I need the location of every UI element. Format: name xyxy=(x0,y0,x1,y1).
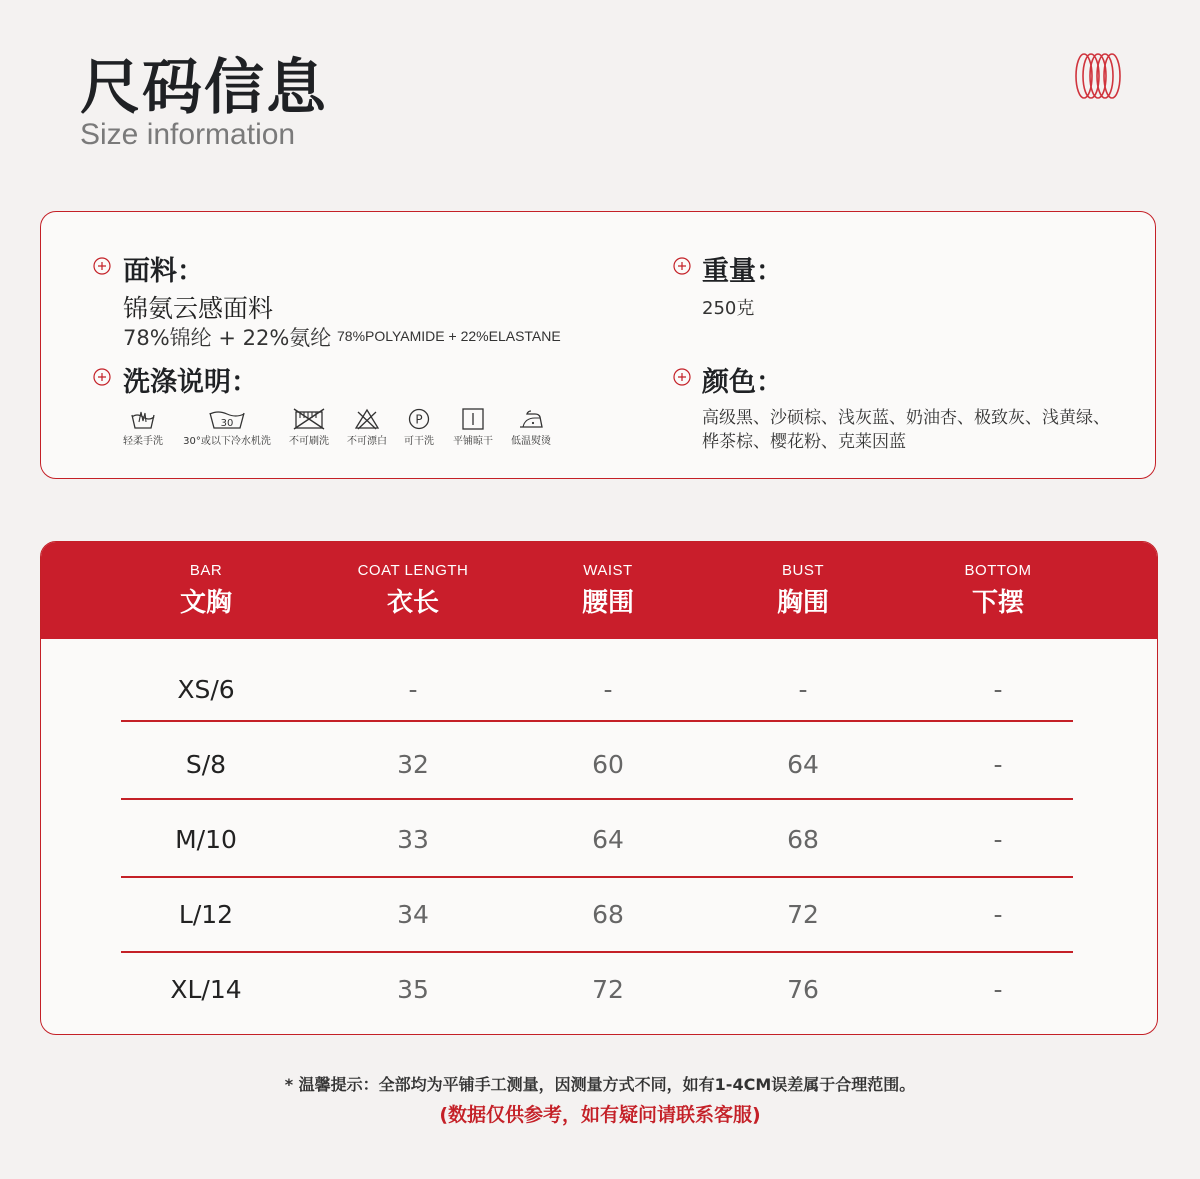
bust-cell: 68 xyxy=(787,825,819,854)
table-row xyxy=(121,792,1073,867)
coat-length-cell: 32 xyxy=(397,750,429,779)
care-label: 轻柔手洗 xyxy=(123,436,163,447)
care-label: 不可漂白 xyxy=(347,436,387,447)
plus-circle-icon xyxy=(673,368,691,386)
color-label: 颜色： xyxy=(702,367,783,398)
table-header xyxy=(41,542,1157,639)
fabric-composition-cn: 78%锦纶 + 22%氨纶 xyxy=(123,326,332,350)
page-title: 尺码信息 xyxy=(80,53,328,123)
rings-logo-icon xyxy=(1072,50,1124,102)
care-hand-wash xyxy=(117,408,169,447)
size-cell: L/12 xyxy=(178,900,234,929)
bottom-cell: - xyxy=(993,675,1003,704)
machine-wash-30-icon xyxy=(207,408,247,430)
product-info-card xyxy=(40,211,1156,479)
care-no-bleach xyxy=(341,408,393,447)
bust-cell: 72 xyxy=(787,900,819,929)
fabric-composition-en: 78%POLYAMIDE + 22%ELASTANE xyxy=(337,328,561,344)
care-no-brush xyxy=(283,408,335,447)
coat-length-cell: 34 xyxy=(397,900,429,929)
color-options-line1: 高级黑、沙硕棕、浅灰蓝、奶油杏、极致灰、浅黄绿、 xyxy=(702,408,1110,428)
column-header-en: WAIST xyxy=(583,562,633,579)
bust-cell: 64 xyxy=(787,750,819,779)
column-header-bust xyxy=(703,542,903,619)
column-header-cn: 胸围 xyxy=(776,588,829,618)
bust-cell: 76 xyxy=(787,975,819,1004)
no-bleach-icon xyxy=(354,408,380,430)
bottom-cell: - xyxy=(993,825,1003,854)
table-row xyxy=(121,642,1073,717)
care-label: 不可刷洗 xyxy=(289,436,329,447)
care-flat-dry xyxy=(447,408,499,447)
size-cell: XL/14 xyxy=(170,975,242,1004)
care-label: 可干洗 xyxy=(404,436,434,447)
column-header-cn: 腰围 xyxy=(581,588,634,618)
weight-label: 重量： xyxy=(702,256,783,287)
size-cell: S/8 xyxy=(185,750,227,779)
page-subtitle: Size information xyxy=(80,118,296,151)
bottom-cell: - xyxy=(993,900,1003,929)
no-brush-icon xyxy=(291,408,327,430)
care-low-iron xyxy=(505,408,557,447)
measurement-note: * 温馨提示：全部均为平铺手工测量，因测量方式不同，如有1-4CM误差属于合理范围。 xyxy=(284,1075,916,1094)
plus-circle-icon xyxy=(93,257,111,275)
size-table xyxy=(40,541,1158,1035)
care-label: 平铺晾干 xyxy=(453,436,493,447)
hand-wash-icon xyxy=(129,408,157,430)
column-header-cn: 衣长 xyxy=(386,588,439,618)
table-row xyxy=(121,867,1073,942)
column-header-cn: 文胸 xyxy=(179,588,232,618)
dry-clean-p-icon xyxy=(407,408,431,430)
table-row xyxy=(121,717,1073,792)
column-header-en: BUST xyxy=(781,562,824,579)
dry-clean-symbol: P xyxy=(415,412,423,427)
care-label: 低温熨烫 xyxy=(511,436,551,447)
weight-value: 250克 xyxy=(702,298,755,319)
care-dry-clean xyxy=(395,408,443,447)
column-header-cn: 下摆 xyxy=(971,588,1024,618)
care-label: 30°或以下冷水机洗 xyxy=(183,436,271,447)
column-header-coat-length xyxy=(313,542,513,619)
care-machine-wash xyxy=(173,408,281,447)
plus-circle-icon xyxy=(673,257,691,275)
wash-temp: 30 xyxy=(220,418,234,429)
column-header-bottom xyxy=(898,542,1098,619)
wash-label: 洗涤说明： xyxy=(123,367,258,398)
coat-length-cell: 35 xyxy=(397,975,429,1004)
low-iron-icon xyxy=(517,408,545,430)
coat-length-cell: - xyxy=(408,675,418,704)
waist-cell: 68 xyxy=(592,900,624,929)
waist-cell: - xyxy=(603,675,613,704)
column-header-en: COAT LENGTH xyxy=(357,562,469,579)
table-row xyxy=(121,942,1073,1017)
column-header-en: BAR xyxy=(189,562,223,579)
column-header-waist xyxy=(508,542,708,619)
column-header-en: BOTTOM xyxy=(964,562,1032,579)
size-cell: M/10 xyxy=(175,825,237,854)
bottom-cell: - xyxy=(993,750,1003,779)
waist-cell: 64 xyxy=(592,825,624,854)
bottom-cell: - xyxy=(993,975,1003,1004)
waist-cell: 60 xyxy=(592,750,624,779)
bust-cell: - xyxy=(798,675,808,704)
coat-length-cell: 33 xyxy=(397,825,429,854)
size-cell: XS/6 xyxy=(177,675,235,704)
column-header-bar xyxy=(106,542,306,619)
plus-circle-icon xyxy=(93,368,111,386)
waist-cell: 72 xyxy=(592,975,624,1004)
fabric-name: 锦氨云感面料 xyxy=(123,294,274,323)
flat-dry-icon xyxy=(461,408,485,430)
color-options-line2: 桦茶棕、樱花粉、克莱因蓝 xyxy=(702,432,906,452)
fabric-label: 面料： xyxy=(123,256,204,287)
disclaimer-note: (数据仅供参考，如有疑问请联系客服) xyxy=(439,1104,761,1126)
